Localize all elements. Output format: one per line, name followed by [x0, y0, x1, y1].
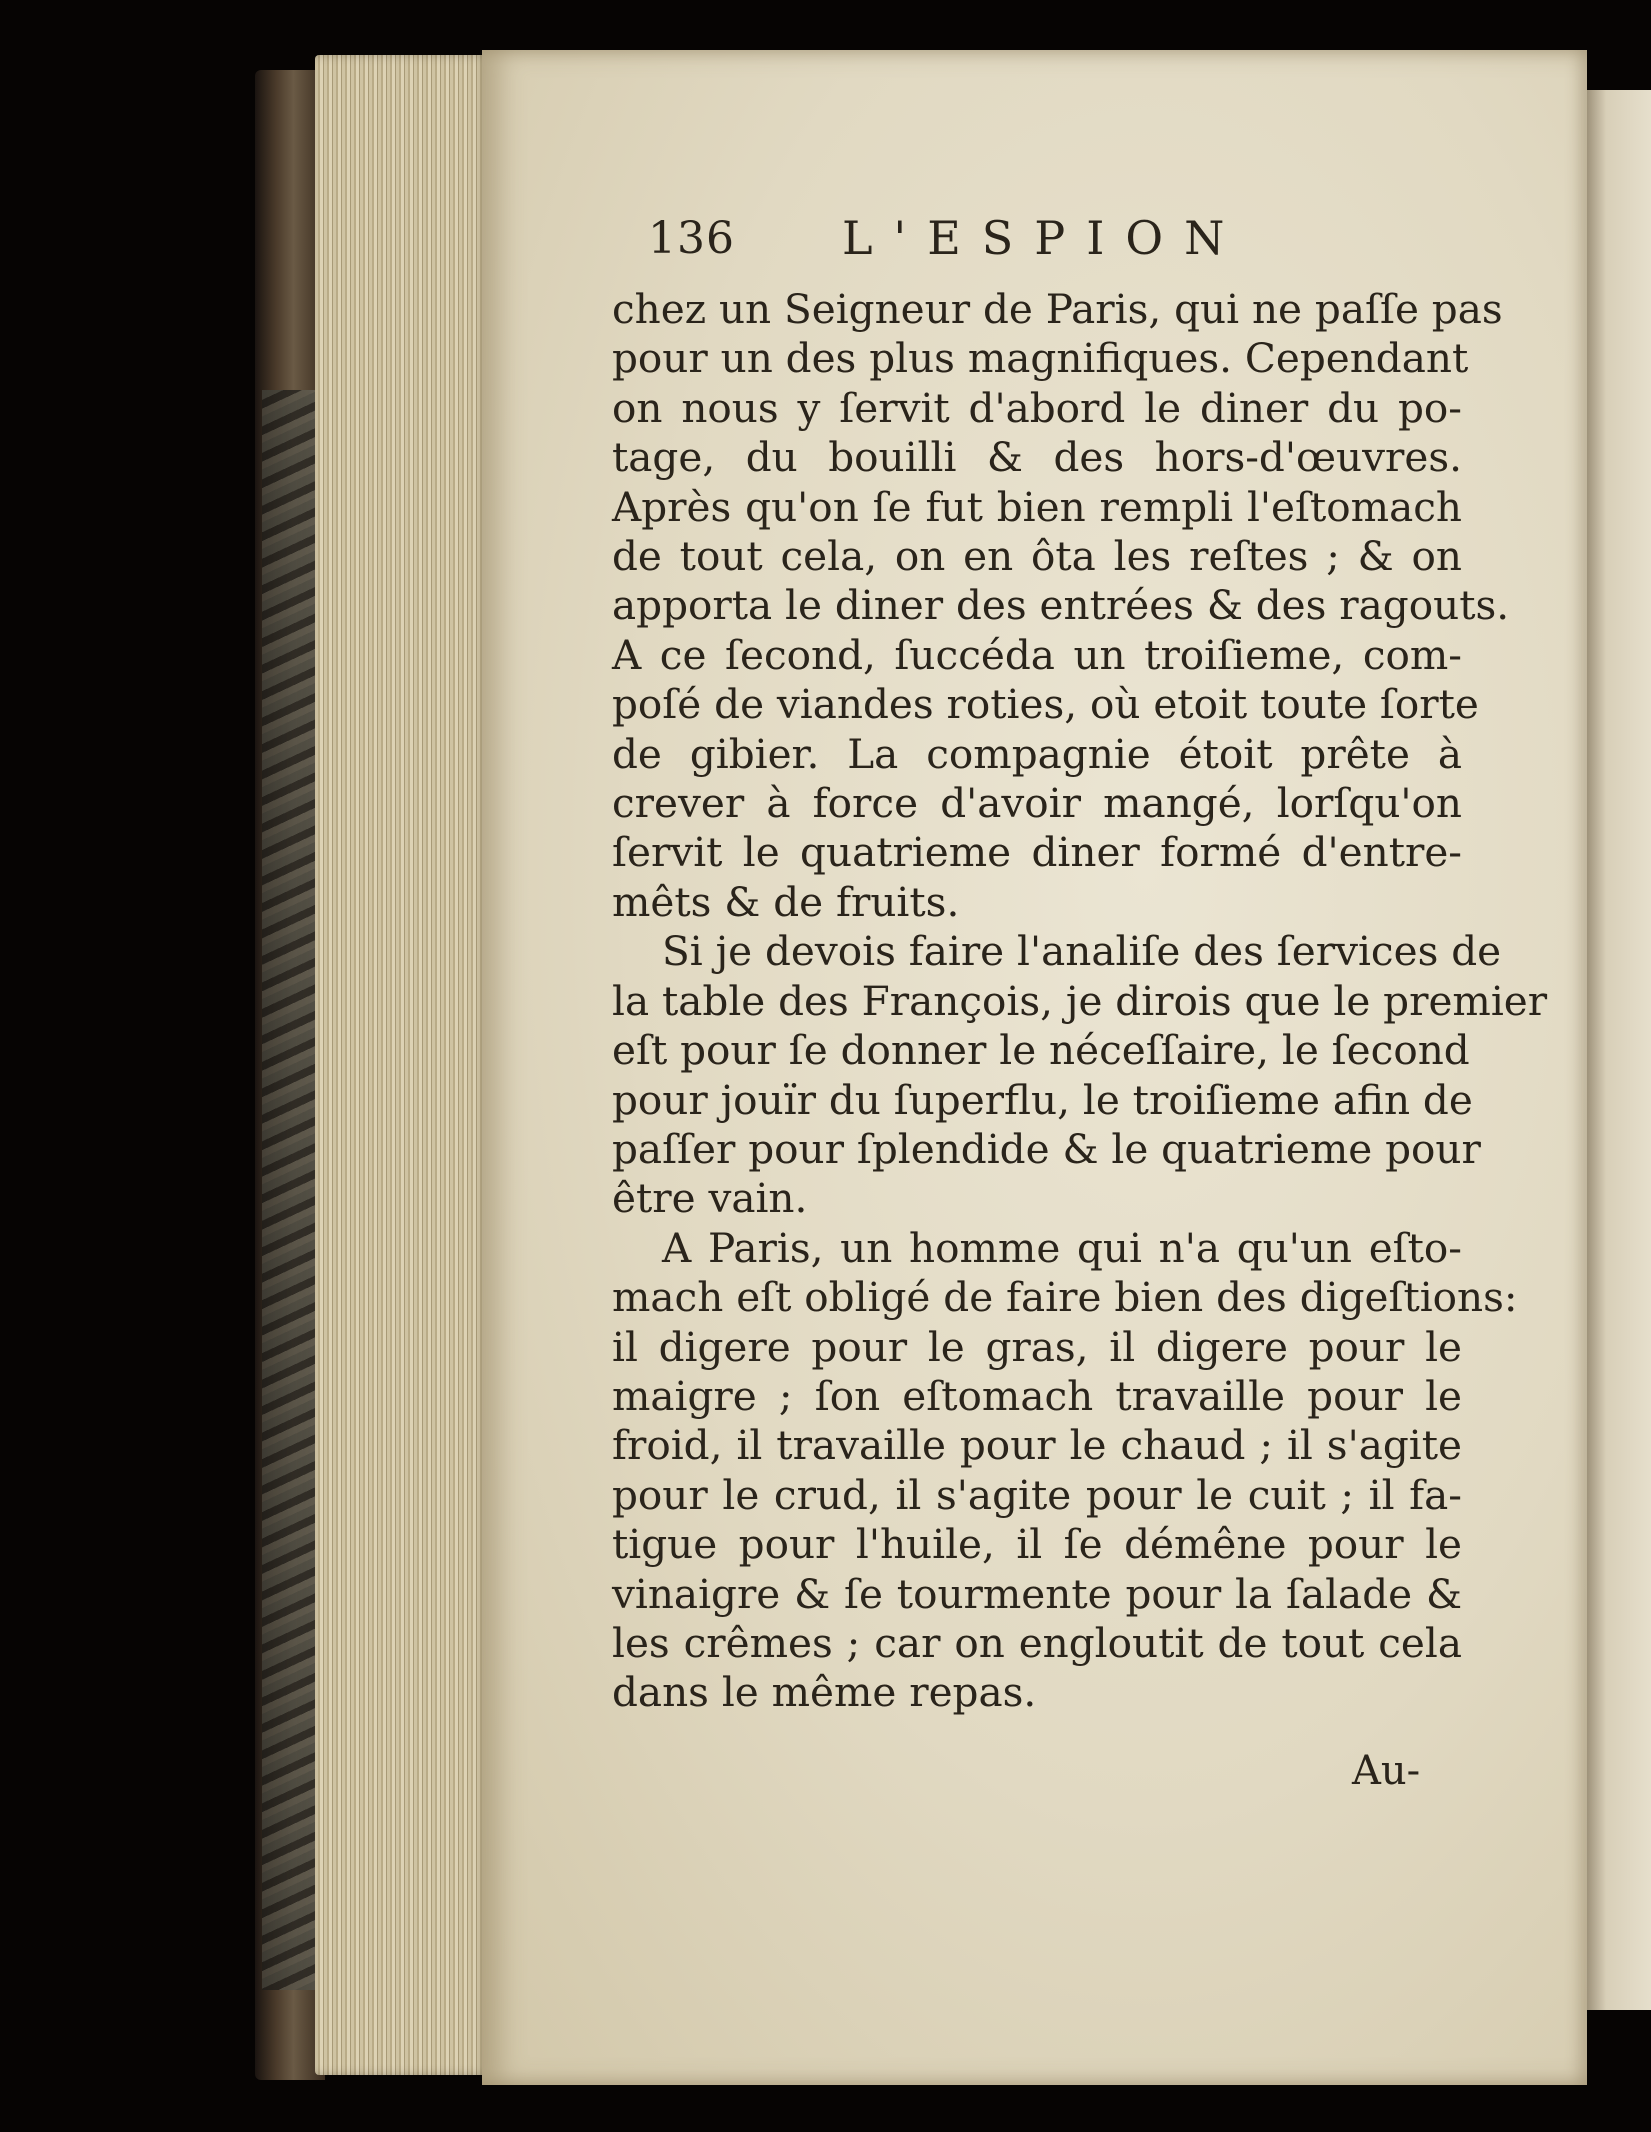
text-line: les crêmes ; car on engloutit de tout cela	[612, 1618, 1462, 1667]
text-line: crever à force d'avoir mangé, lorſqu'on	[612, 779, 1462, 828]
text-line: paſſer pour ſplendide & le quatrieme pour	[612, 1124, 1481, 1173]
text-line: Après qu'on ſe fut bien rempli l'eſtomach	[612, 482, 1462, 531]
text-line: Si je devois faire l'analiſe des ſervices de	[662, 927, 1502, 976]
text-line: la table des François, je dirois que le premier	[612, 976, 1548, 1025]
text-line: ſervit le quatrieme diner formé d'entre-	[612, 828, 1462, 877]
text-line: il digere pour le gras, il digere pour le	[612, 1322, 1462, 1371]
text-line: A Paris, un homme qui n'a qu'un eſto-	[662, 1223, 1462, 1272]
page-number: 136	[648, 213, 735, 264]
text-line: de gibier. La compagnie étoit prête à	[612, 729, 1462, 778]
text-line: pour le crud, il s'agite pour le cuit ; il fa-	[612, 1470, 1462, 1519]
text-line: poſé de viandes roties, où etoit toute ſorte	[612, 680, 1479, 729]
text-line: froid, il travaille pour le chaud ; il s'agite	[612, 1421, 1462, 1470]
text-line: apporta le diner des entrées & des ragouts.	[612, 581, 1510, 630]
text-line: vinaigre & ſe tourmente pour la ſalade &	[612, 1569, 1462, 1618]
paragraph-3	[612, 1223, 1518, 1718]
paragraph-1	[612, 285, 1510, 927]
text-line: A ce ſecond, ſuccéda un troiſieme, com-	[612, 630, 1462, 679]
text-line: de tout cela, on en ôta les reſtes ; & on	[612, 532, 1462, 581]
text-line: mach eſt obligé de faire bien des digeſtions:	[612, 1273, 1518, 1322]
facing-page	[1587, 90, 1651, 2010]
marbled-cover-edge	[262, 390, 317, 1990]
text-line: maigre ; ſon eſtomach travaille pour le	[612, 1371, 1462, 1420]
text-line: tage, du bouilli & des hors-d'œuvres.	[612, 433, 1462, 482]
text-line: tigue pour l'huile, il ſe démêne pour le	[612, 1520, 1462, 1569]
text-line: mêts & de fruits.	[612, 877, 960, 926]
catchword: Au-	[1352, 1748, 1421, 1794]
paragraph-2	[612, 927, 1548, 1223]
text-line: on nous y ſervit d'abord le diner du po-	[612, 383, 1462, 432]
page-edges	[315, 55, 490, 2075]
text-line: être vain.	[612, 1174, 808, 1223]
running-title: L'ESPION	[842, 211, 1246, 265]
body-text	[612, 285, 1548, 1718]
text-line: chez un Seigneur de Paris, qui ne paſſe pas	[612, 285, 1503, 333]
text-line: dans le même repas.	[612, 1668, 1037, 1717]
text-line: pour jouïr du ſuperflu, le troiſieme afin de	[612, 1075, 1473, 1124]
text-line: pour un des plus magnifiques. Cependant	[612, 334, 1469, 383]
text-line: eſt pour ſe donner le néceſſaire, le ſecond	[612, 1026, 1470, 1075]
